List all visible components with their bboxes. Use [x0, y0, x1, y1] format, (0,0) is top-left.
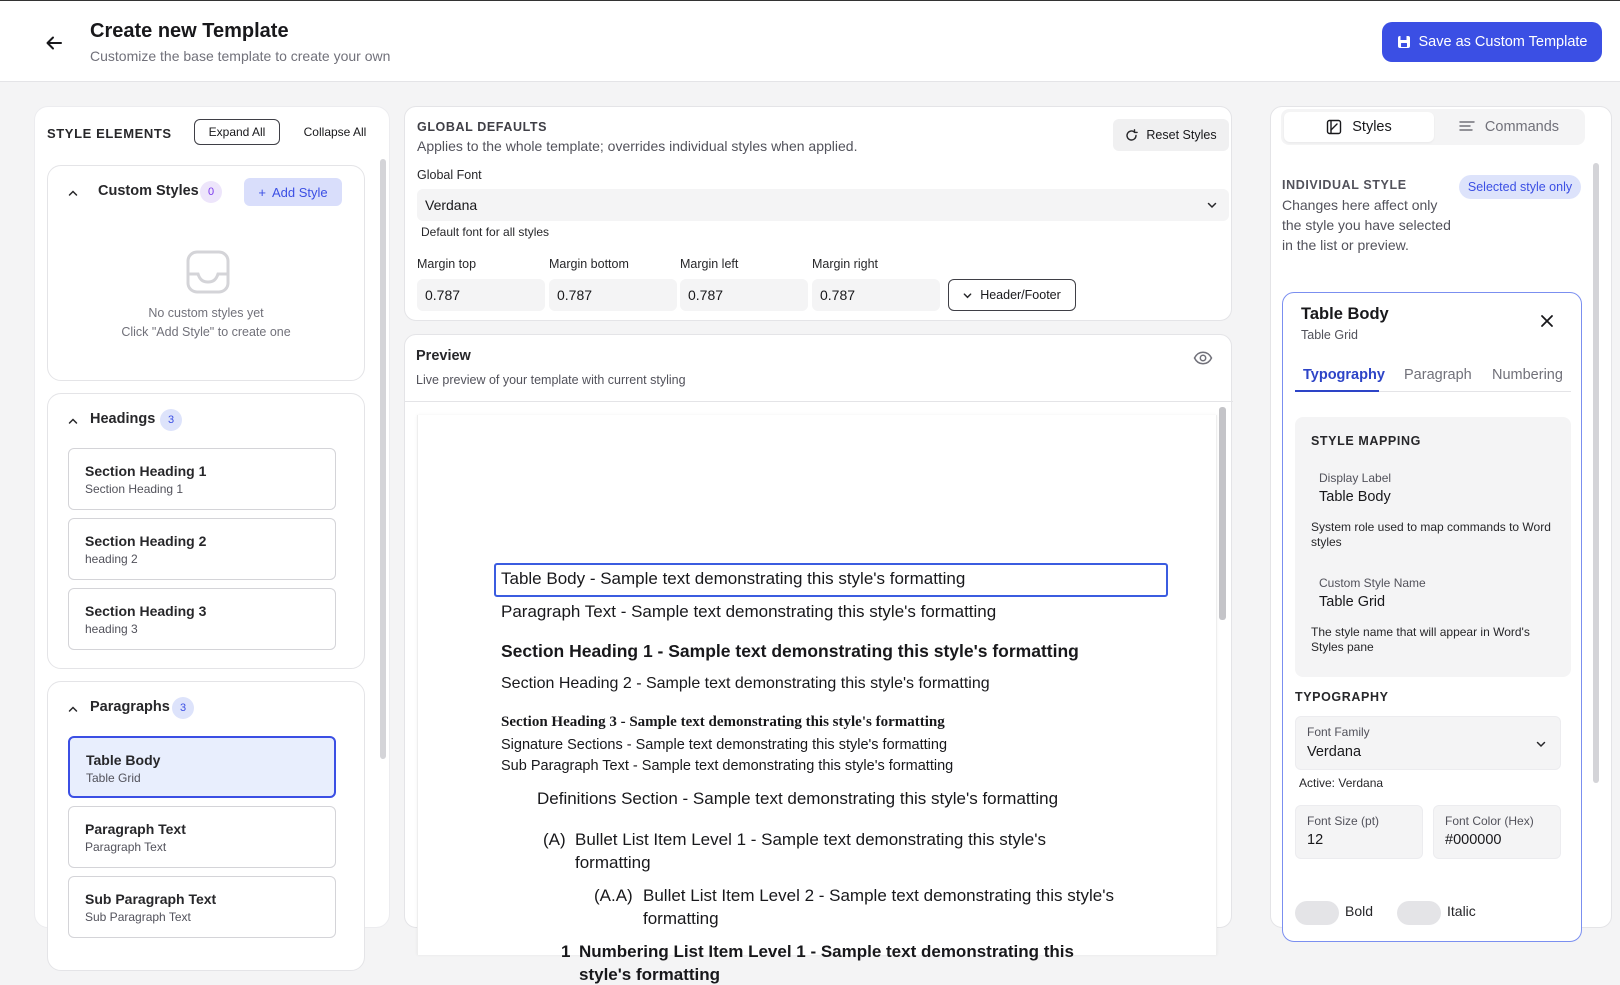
- chevron-down-icon: [963, 291, 972, 300]
- font-family-select[interactable]: [1295, 716, 1561, 770]
- style-card-sub: Sub Paragraph Text: [85, 910, 191, 924]
- style-card-name: Paragraph Text: [85, 821, 186, 837]
- preview-line-number1-cont[interactable]: style's formatting: [579, 965, 721, 984]
- global-font-hint: Default font for all styles: [421, 225, 550, 239]
- style-card-section-heading-2[interactable]: [68, 518, 336, 580]
- reset-styles-button[interactable]: [1113, 119, 1229, 151]
- style-mapping-section: [1295, 417, 1571, 677]
- style-card-sub: heading 3: [85, 622, 138, 636]
- preview-line-sub-paragraph[interactable]: Sub Paragraph Text - Sample text demonstrating this style's formatting: [501, 758, 954, 774]
- headings-group: [47, 393, 365, 669]
- collapse-all-button[interactable]: Collapse All: [303, 125, 367, 139]
- margin-bottom-input[interactable]: [549, 279, 677, 311]
- expand-all-button[interactable]: Expand All: [194, 119, 280, 145]
- display-label-hint: System role used to map commands to Word styles: [1311, 520, 1551, 549]
- reset-icon: [1125, 129, 1138, 142]
- chevron-down-icon: [1207, 200, 1217, 210]
- header-footer-label: Header/Footer: [980, 288, 1061, 302]
- preview-title: Preview: [416, 348, 471, 364]
- preview-line-signature[interactable]: Signature Sections - Sample text demonstrating this style's formatting: [501, 737, 948, 753]
- header-footer-button[interactable]: [948, 279, 1076, 311]
- font-color-label: Font Color (Hex): [1445, 814, 1534, 828]
- individual-style-description: Changes here affect only the style you have selected in the list or preview.: [1282, 197, 1451, 253]
- margin-right-label: Margin right: [812, 257, 878, 271]
- individual-style-title: INDIVIDUAL STYLE: [1282, 178, 1407, 192]
- margin-top-input[interactable]: [417, 279, 545, 311]
- top-header: [0, 0, 1620, 82]
- margin-left-label: Margin left: [680, 257, 739, 271]
- margin-top-label: Margin top: [417, 257, 477, 271]
- save-custom-template-button[interactable]: [1382, 22, 1602, 62]
- right-scrollbar[interactable]: [1593, 163, 1599, 783]
- style-card-paragraph-text[interactable]: [68, 806, 336, 868]
- left-scrollbar[interactable]: [380, 159, 386, 759]
- margin-bottom-label: Margin bottom: [549, 257, 629, 271]
- preview-divider: [405, 401, 1233, 402]
- global-defaults-panel: [404, 106, 1232, 321]
- editor-style-subtitle: Table Grid: [1301, 328, 1358, 342]
- preview-line-bullet1-cont[interactable]: formatting: [575, 853, 651, 872]
- custom-style-name-input[interactable]: [1319, 594, 1519, 610]
- paragraphs-name: Paragraphs: [90, 699, 170, 715]
- style-elements-panel: [34, 106, 390, 928]
- preview-line-bullet1[interactable]: Bullet List Item Level 1 - Sample text demonstrating this style's: [575, 830, 1046, 849]
- style-editor-panel: [1270, 106, 1612, 928]
- display-label-field[interactable]: [1307, 462, 1559, 512]
- style-elements-title: STYLE ELEMENTS: [47, 126, 172, 141]
- italic-toggle[interactable]: [1397, 901, 1441, 925]
- preview-line-table-body[interactable]: Table Body - Sample text demonstrating this style's formatting: [501, 569, 966, 588]
- style-card-sub-paragraph-text[interactable]: [68, 876, 336, 938]
- preview-line-paragraph-text[interactable]: Paragraph Text - Sample text demonstrating this style's formatting: [501, 602, 997, 621]
- editor-tab-indicator: [1295, 390, 1379, 392]
- preview-bullet2-marker: (A.A): [594, 886, 633, 905]
- font-color-field[interactable]: [1433, 805, 1561, 859]
- preview-line-heading-1[interactable]: Section Heading 1 - Sample text demonstrating this style's formatting: [501, 641, 1079, 661]
- style-card-sub: Paragraph Text: [85, 840, 167, 854]
- custom-styles-group: [47, 165, 365, 381]
- custom-style-name-hint: The style name that will appear in Word's Styles pane: [1311, 625, 1530, 654]
- bold-toggle[interactable]: [1295, 901, 1339, 925]
- custom-styles-count: 0: [200, 181, 222, 203]
- font-size-input[interactable]: [1307, 832, 1407, 848]
- chevron-up-icon: [68, 704, 78, 714]
- style-card-name: Table Body: [86, 752, 161, 768]
- empty-custom-title: No custom styles yet: [148, 306, 264, 320]
- add-style-label: Add Style: [271, 184, 328, 200]
- tab-commands-label: Commands: [1484, 119, 1560, 135]
- save-icon: [1397, 35, 1411, 49]
- style-card-name: Section Heading 2: [85, 533, 207, 549]
- close-icon[interactable]: [1539, 313, 1555, 329]
- font-family-label: Font Family: [1307, 725, 1370, 739]
- brush-icon: [1326, 119, 1342, 135]
- style-card-name: Section Heading 1: [85, 463, 207, 479]
- italic-label: Italic: [1447, 903, 1476, 919]
- global-font-value: Verdana: [425, 197, 478, 213]
- preview-line-definitions[interactable]: Definitions Section - Sample text demonstrating this style's formatting: [537, 789, 1059, 808]
- style-mapping-title: STYLE MAPPING: [1311, 434, 1421, 448]
- paragraphs-group: [47, 681, 365, 971]
- preview-panel: [404, 334, 1232, 984]
- reset-styles-label: Reset Styles: [1146, 128, 1217, 142]
- preview-bullet1-marker: (A): [543, 830, 566, 849]
- style-card-sub: Section Heading 1: [85, 482, 184, 496]
- list-icon: [1459, 120, 1475, 134]
- page-subtitle: Customize the base template to create your own: [90, 48, 391, 64]
- headings-header[interactable]: [48, 394, 364, 446]
- bold-label: Bold: [1345, 903, 1374, 919]
- tab-commands[interactable]: [1436, 112, 1582, 142]
- preview-scrollbar[interactable]: [1219, 407, 1226, 620]
- preview-line-heading-2[interactable]: Section Heading 2 - Sample text demonstrating this style's formatting: [501, 675, 990, 692]
- global-defaults-description: Applies to the whole template; overrides individual styles when applied.: [417, 138, 858, 154]
- tab-styles[interactable]: [1284, 112, 1434, 142]
- plus-icon: +: [258, 184, 266, 200]
- tab-typography[interactable]: Typography: [1303, 367, 1385, 383]
- preview-line-heading-3[interactable]: Section Heading 3 - Sample text demonstrating this style's formatting: [501, 714, 945, 730]
- empty-custom-hint: Click "Add Style" to create one: [121, 325, 291, 339]
- preview-line-number1[interactable]: Numbering List Item Level 1 - Sample text demonstrating this: [579, 942, 1074, 961]
- custom-styles-name: Custom Styles: [98, 183, 199, 199]
- chevron-up-icon: [68, 416, 78, 426]
- editor-style-title: Table Body: [1301, 305, 1389, 323]
- global-font-label: Global Font: [417, 168, 482, 182]
- display-label-input[interactable]: [1319, 489, 1519, 505]
- eye-icon[interactable]: [1193, 348, 1213, 368]
- arrow-left-icon: [45, 34, 63, 52]
- global-defaults-title: GLOBAL DEFAULTS: [417, 120, 548, 134]
- font-color-input[interactable]: [1445, 832, 1545, 848]
- tab-numbering[interactable]: Numbering: [1492, 367, 1563, 383]
- paragraphs-header[interactable]: [48, 682, 364, 734]
- style-card-table-body[interactable]: [68, 736, 336, 798]
- preview-document: [417, 415, 1217, 984]
- style-card-section-heading-3[interactable]: [68, 588, 336, 650]
- style-card-sub: heading 2: [85, 552, 138, 566]
- style-card-section-heading-1[interactable]: [68, 448, 336, 510]
- typography-title: TYPOGRAPHY: [1295, 690, 1389, 704]
- paragraphs-count: 3: [172, 697, 194, 719]
- back-button[interactable]: [40, 29, 68, 57]
- style-editor-card: [1282, 292, 1582, 942]
- tab-styles-label: Styles: [1352, 119, 1392, 135]
- font-size-label: Font Size (pt): [1307, 814, 1380, 828]
- add-style-button[interactable]: [244, 178, 342, 206]
- preview-subtitle: Live preview of your template with current styling: [416, 373, 686, 387]
- margin-right-input[interactable]: [812, 279, 940, 311]
- style-card-name: Sub Paragraph Text: [85, 891, 217, 907]
- active-font-text: Active: Verdana: [1299, 776, 1384, 790]
- font-size-field[interactable]: [1295, 805, 1423, 859]
- headings-name: Headings: [90, 411, 156, 427]
- tab-paragraph[interactable]: Paragraph: [1404, 367, 1472, 383]
- preview-line-bullet2[interactable]: Bullet List Item Level 2 - Sample text demonstrating this style's: [643, 886, 1114, 905]
- font-family-value: Verdana: [1307, 744, 1362, 760]
- selected-style-badge: Selected style only: [1459, 175, 1581, 199]
- save-button-label: Save as Custom Template: [1418, 34, 1588, 50]
- custom-style-name-label: Custom Style Name: [1319, 576, 1426, 590]
- empty-box-icon: [186, 250, 230, 294]
- style-card-sub: Table Grid: [86, 771, 141, 785]
- style-card-name: Section Heading 3: [85, 603, 207, 619]
- panel-tabs: [1281, 109, 1585, 145]
- headings-count: 3: [160, 409, 182, 431]
- chevron-down-icon: [1536, 739, 1546, 749]
- chevron-up-icon: [68, 188, 78, 198]
- page-title: Create new Template: [90, 20, 289, 42]
- global-font-select[interactable]: [417, 189, 1229, 221]
- margin-left-input[interactable]: [680, 279, 808, 311]
- preview-number1-marker: 1: [561, 942, 571, 961]
- display-label-label: Display Label: [1319, 471, 1392, 485]
- preview-line-bullet2-cont[interactable]: formatting: [643, 909, 719, 928]
- custom-style-name-field[interactable]: [1307, 567, 1559, 617]
